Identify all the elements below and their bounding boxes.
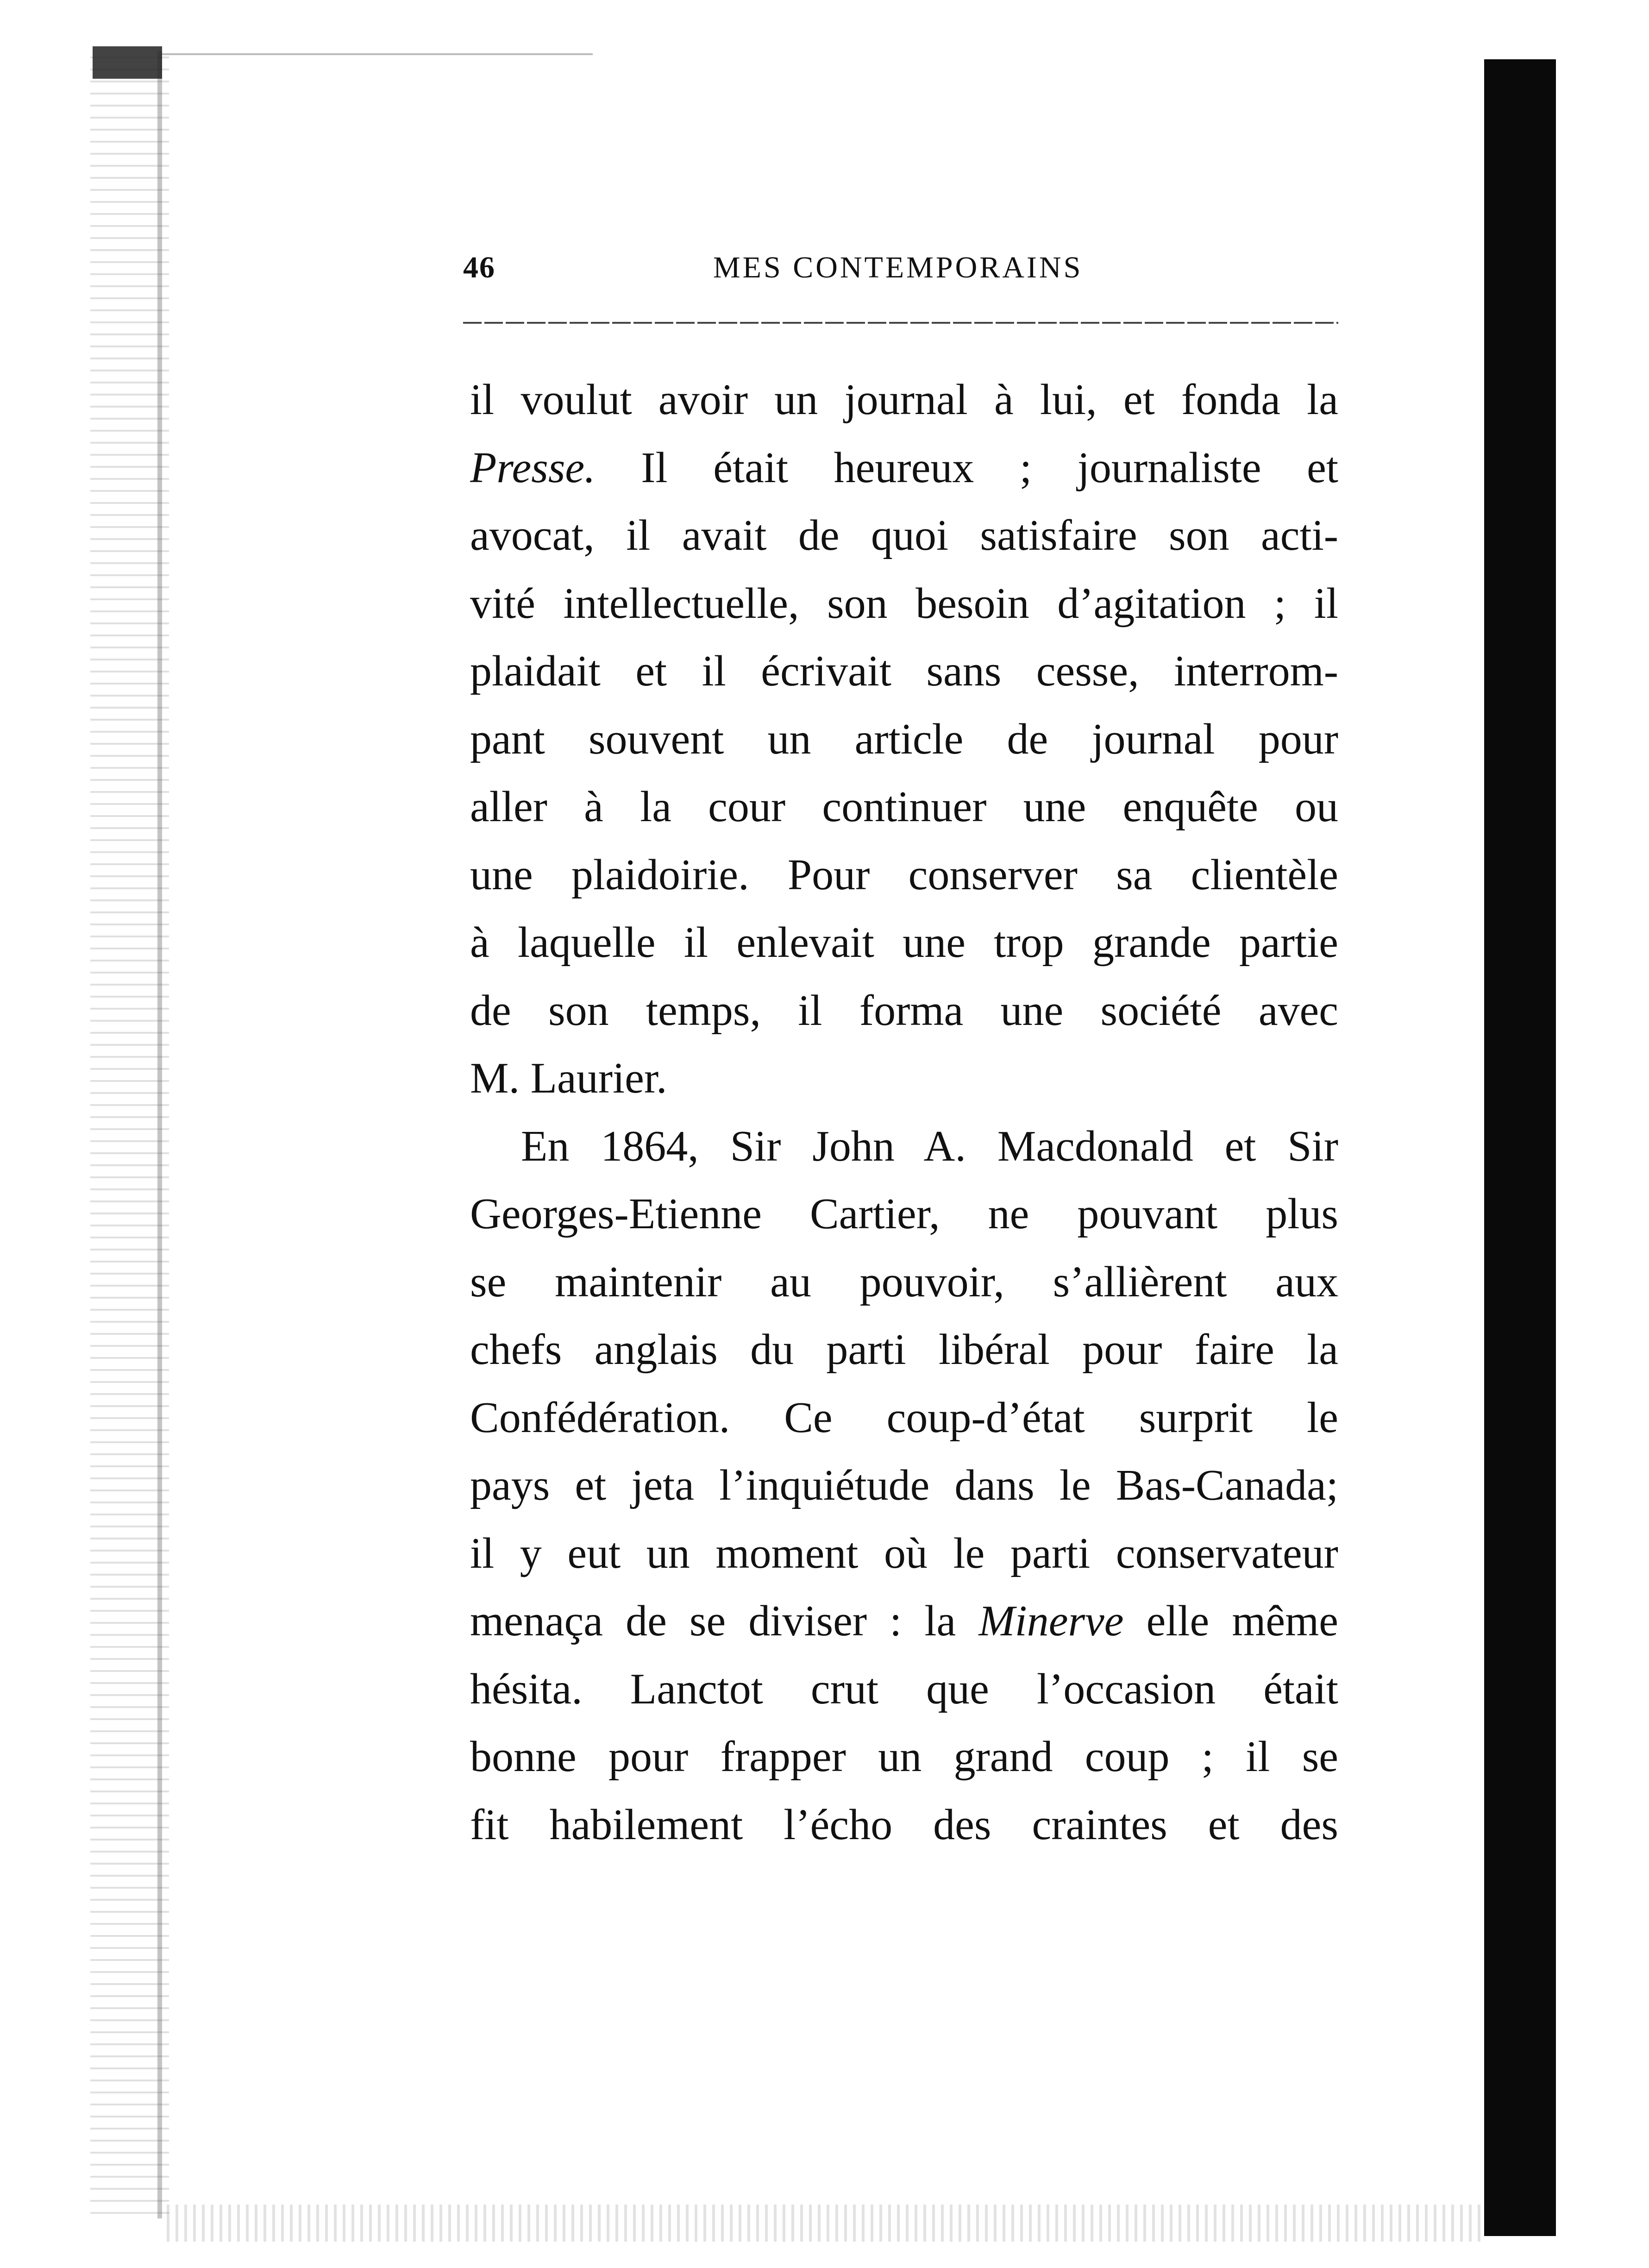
text-line: avocat, il avait de quoi satisfaire son acti- (470, 511, 1338, 559)
text-line: Confédération. Ce coup-d’état surprit le (470, 1393, 1338, 1442)
scan-right-border-bar (1484, 59, 1556, 2236)
scan-left-edge-line (157, 51, 162, 2218)
text-line: bonne pour frapper un grand coup ; il se (470, 1733, 1338, 1781)
running-title: MES CONTEMPORAINS (713, 251, 1083, 284)
text-line-paragraph-start: En 1864, Sir John A. Macdonald et Sir (521, 1122, 1338, 1170)
italic-title-minerve: Minerve (978, 1597, 1124, 1645)
text-line: de son temps, il forma une société avec (470, 986, 1338, 1035)
text-line: fit habilement l’écho des craintes et des (470, 1800, 1338, 1849)
text-line: aller à la cour continuer une enquête ou (470, 783, 1338, 831)
text-line: hésita. Lanctot crut que l’occasion était (470, 1665, 1338, 1713)
running-header (463, 250, 1338, 292)
text-line: il y eut un moment où le parti conservateur (470, 1529, 1338, 1577)
text-line: pant souvent un article de journal pour (470, 715, 1338, 763)
scan-top-corner-mark (93, 46, 162, 79)
scan-top-line (162, 53, 593, 55)
text-line: chefs anglais du parti libéral pour faire la (470, 1326, 1338, 1374)
scan-bottom-noise (167, 2205, 1486, 2242)
text-line: il voulut avoir un journal à lui, et fonda la (470, 376, 1338, 424)
page-number: 46 (463, 251, 495, 284)
text-line: menaça de se diviser : la Minerve elle même (470, 1597, 1338, 1645)
text-line: Presse. Il était heureux ; journaliste et (470, 443, 1338, 492)
text-line: vité intellectuelle, son besoin d’agitation ; il (470, 579, 1338, 628)
text-line: à laquelle il enlevait une trop grande partie (470, 918, 1338, 967)
italic-title-presse: Presse. (470, 443, 596, 492)
text-line-paragraph-end: M. Laurier. (470, 1054, 667, 1102)
header-rule (463, 322, 1338, 324)
text-line: pays et jeta l’inquiétude dans le Bas-Canada; (470, 1461, 1338, 1509)
text-line: une plaidoirie. Pour conserver sa clientèle (470, 850, 1338, 899)
body-text (470, 366, 1338, 1859)
text-line: Georges-Etienne Cartier, ne pouvant plus (470, 1190, 1338, 1238)
text-line: plaidait et il écrivait sans cesse, interrom- (470, 647, 1338, 695)
text-line: se maintenir au pouvoir, s’allièrent aux (470, 1257, 1338, 1306)
